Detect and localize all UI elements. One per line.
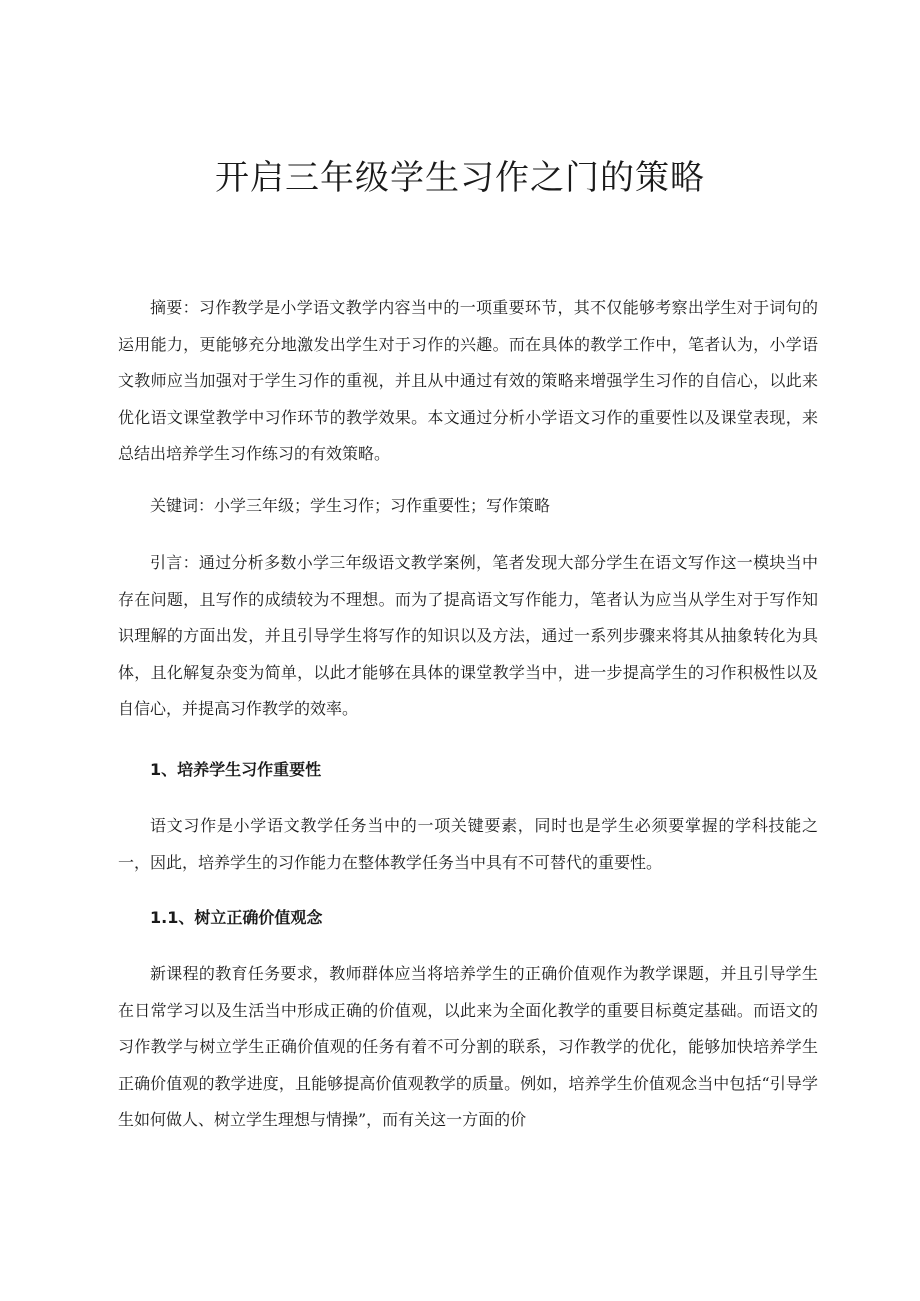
section-1-paragraph: 语文习作是小学语文教学任务当中的一项关键要素，同时也是学生必须要掌握的学科技能之一，因此，培养学生的习作能力在整体教学任务当中具有不可替代的重要性。 bbox=[118, 816, 818, 872]
section-1-heading: 1、培养学生习作重要性 bbox=[150, 760, 322, 779]
section-1-1-paragraph: 新课程的教育任务要求，教师群体应当将培养学生的正确价值观作为教学课题，并且引导学生在日常学习以及生活当中形成正确的价值观，以此来为全面化教学的重要目标奠定基础。而语文的习作教学与树立学生正确价值观的任务有着不可分割的联系，习作教学的优化，能够加快培养学生正确价值观的教学进度，且能够提高价值观教学的质量。例如，培养学生价值观念当中包括“引导学生如何做人、树立学生理想与情操”，而有关这一方面的价 bbox=[118, 964, 818, 1129]
document-title: 开启三年级学生习作之门的策略 bbox=[215, 158, 705, 198]
section-1-1-heading: 1.1、树立正确价值观念 bbox=[150, 908, 323, 927]
keywords-paragraph: 关键词：小学三年级；学生习作；习作重要性；写作策略 bbox=[150, 496, 551, 515]
intro-paragraph: 引言：通过分析多数小学三年级语文教学案例，笔者发现大部分学生在语文写作这一模块当中存在问题，且写作的成绩较为不理想。而为了提高语文写作能力，笔者认为应当从学生对于写作知识理解的方面出发，并且引导学生将写作的知识以及方法，通过一系列步骤来将其从抽象转化为具体，且化解复杂变为简单，以此才能够在具体的课堂教学当中，进一步提高学生的习作积极性以及自信心，并提高习作教学的效率。 bbox=[118, 553, 818, 718]
abstract-paragraph: 摘要：习作教学是小学语文教学内容当中的一项重要环节，其不仅能够考察出学生对于词句的运用能力，更能够充分地激发出学生对于习作的兴趣。而在具体的教学工作中，笔者认为，小学语文教师应当加强对于学生习作的重视，并且从中通过有效的策略来增强学生习作的自信心，以此来优化语文课堂教学中习作环节的教学效果。本文通过分析小学语文习作的重要性以及课堂表现，来总结出培养学生习作练习的有效策略。 bbox=[118, 298, 818, 463]
